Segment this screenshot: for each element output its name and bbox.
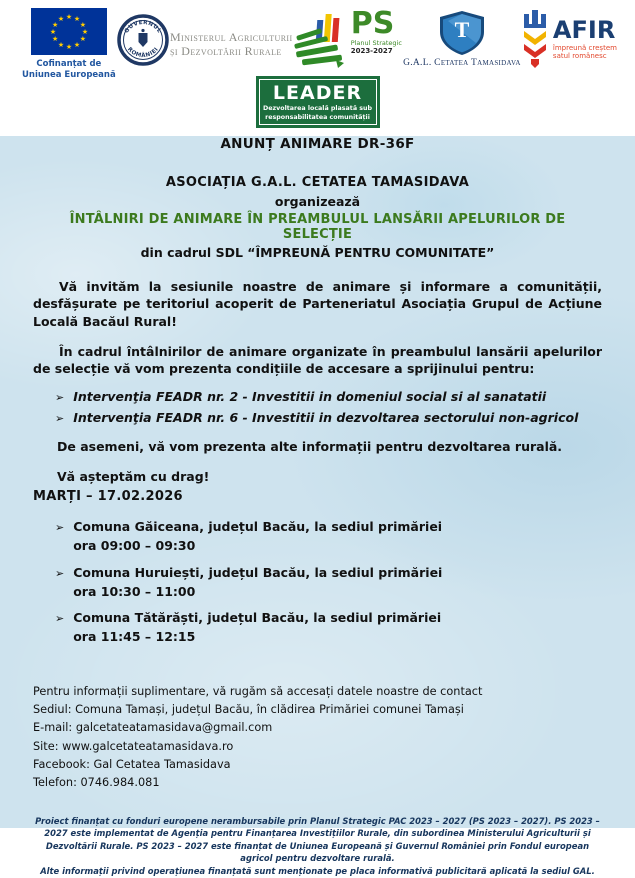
arrow-bullet-icon: ➢ bbox=[55, 412, 65, 426]
eu-caption-line2: Uniunea Europeană bbox=[22, 69, 116, 80]
svg-text:★: ★ bbox=[73, 41, 80, 49]
intervention-text: Intervenţia FEADR nr. 2 - Investitii in domeniul social si al sanatatii bbox=[73, 389, 547, 405]
svg-text:★: ★ bbox=[79, 21, 86, 29]
government-seal-logo bbox=[117, 14, 169, 66]
svg-text:★: ★ bbox=[79, 35, 86, 43]
afir-tagline: împreună creștem satul românesc bbox=[552, 43, 617, 60]
funding-disclaimer bbox=[33, 815, 602, 878]
svg-text:★: ★ bbox=[73, 15, 80, 23]
eu-caption-line1: Cofinanțat de bbox=[36, 59, 102, 69]
organization-name: ASOCIAȚIA G.A.L. CETATEA TAMASIDAVA bbox=[165, 175, 470, 190]
ps-logo bbox=[294, 6, 402, 68]
ministry-line1: Ministerul Agriculturii bbox=[169, 30, 293, 44]
gal-logo bbox=[403, 10, 521, 68]
svg-text:★: ★ bbox=[57, 41, 64, 49]
svg-text:T: T bbox=[454, 17, 470, 42]
eu-caption bbox=[22, 59, 116, 80]
government-seal-icon bbox=[117, 14, 169, 66]
schedule-time: ora 09:00 – 09:30 bbox=[73, 538, 196, 553]
contact-site: Site: www.galcetateatamasidava.ro bbox=[33, 739, 234, 753]
svg-text:ROMÂNIEI: ROMÂNIEI bbox=[125, 46, 160, 60]
organizes-label: organizează bbox=[274, 194, 361, 209]
date-heading: MARȚI – 17.02.2026 bbox=[33, 489, 183, 505]
schedule-item bbox=[33, 518, 602, 556]
afir-wheat-icon bbox=[522, 10, 548, 68]
svg-text:★: ★ bbox=[81, 28, 88, 36]
contact-block bbox=[33, 683, 602, 793]
schedule-item bbox=[33, 609, 602, 647]
ps-leaf-icon bbox=[294, 10, 346, 68]
afir-abbr: AFIR bbox=[552, 15, 616, 44]
svg-text:★: ★ bbox=[57, 15, 64, 23]
extra-info-paragraph: De asemeni, vă vom prezenta alte informații pentru dezvoltarea rurală. bbox=[57, 439, 563, 455]
page-title: ANUNȚ ANIMARE DR-36F bbox=[220, 136, 415, 152]
eu-flag-icon bbox=[31, 8, 107, 55]
arrow-bullet-icon: ➢ bbox=[55, 612, 65, 626]
schedule-location: Comuna Găiceana, județul Bacău, la sediul primăriei bbox=[73, 519, 443, 535]
svg-text:★: ★ bbox=[65, 13, 72, 21]
partner-logos-bar bbox=[0, 0, 635, 80]
ministry-label bbox=[170, 30, 293, 59]
ps-subtitle: Planul Strategic bbox=[350, 39, 402, 47]
afir-text bbox=[552, 15, 617, 61]
welcome-paragraph: Vă așteptăm cu drag! bbox=[57, 469, 210, 485]
contact-phone: Telefon: 0746.984.081 bbox=[33, 776, 160, 790]
contact-facebook: Facebook: Gal Cetatea Tamasidava bbox=[33, 757, 231, 771]
arrow-bullet-icon: ➢ bbox=[55, 391, 65, 405]
schedule-item bbox=[33, 564, 602, 602]
headline-green: ÎNTÂLNIRI DE ANIMARE ÎN PREAMBULUL LANSĂRII APELURILOR DE SELECȚIE bbox=[69, 212, 566, 242]
eu-logo bbox=[22, 8, 116, 80]
intervention-text: Intervenţia FEADR nr. 6 - Investitii in dezvoltarea sectorului non-agricol bbox=[73, 410, 579, 426]
svg-text:GUVERNUL: GUVERNUL bbox=[123, 19, 163, 35]
schedule-location: Comuna Huruiești, județul Bacău, la sediul primăriei bbox=[73, 564, 443, 580]
contact-email: E-mail: galcetateatamasidava@gmail.com bbox=[33, 721, 273, 735]
disclaimer-line2: Alte informații privind operațiunea finanțată sunt menționate pe placa informativă publicitară aplicată la sediul GAL. bbox=[40, 865, 595, 876]
schedule-time: ora 11:45 – 12:15 bbox=[73, 629, 196, 644]
disclaimer-line1: Proiect finanțat cu fonduri europene nerambursabile prin Planul Strategic PAC 2023 – 2027 (PS 2023 – 2027). PS 2023 – 2027 este implementat de Agenția pentru Finanțarea Investițiilor Rurale, din subordinea Ministerului Agriculturii și Dezvoltării Rurale. PS 2023 – 2027 este finanțat de Uniunea Europeană și Guvernul României prin Fondul european agricol pentru dezvoltare rurală. bbox=[35, 815, 600, 864]
leader-logo bbox=[256, 76, 380, 128]
svg-text:★: ★ bbox=[49, 28, 56, 36]
arrow-bullet-icon: ➢ bbox=[55, 521, 65, 535]
svg-text:★: ★ bbox=[51, 35, 59, 43]
schedule-location: Comuna Tătărăști, județul Bacău, la sediul primăriei bbox=[73, 610, 442, 626]
arrow-bullet-icon: ➢ bbox=[55, 566, 65, 580]
gal-caption: G.A.L. Cetatea Tamasidava bbox=[403, 58, 521, 68]
contact-intro: Pentru informații suplimentare, vă rugăm să accesați datele noastre de contact bbox=[33, 684, 483, 698]
afir-logo bbox=[522, 10, 617, 68]
headline-sub: din cadrul SDL “ÎMPREUNĂ PENTRU COMUNITATE” bbox=[140, 245, 495, 260]
leader-subtitle: Dezvoltarea locală plasată sub responsabilitatea comunității bbox=[263, 105, 372, 121]
ps-text bbox=[350, 6, 402, 55]
intro-paragraph: Vă invităm la sesiunile noastre de animare și informare a comunității, desfășurate pe teritoriul acoperit de Parteneriatul Asociația Grupul de Acțiune Locală Bacăul Rural! bbox=[33, 279, 602, 329]
list-item bbox=[33, 389, 602, 404]
poster-body bbox=[0, 136, 635, 876]
svg-text:★: ★ bbox=[51, 21, 59, 29]
list-item bbox=[33, 410, 602, 425]
gal-shield-icon bbox=[437, 10, 487, 56]
ministry-line2: și Dezvoltării Rurale bbox=[169, 44, 282, 59]
context-paragraph: În cadrul întâlnirilor de animare organizate în preambulul lansării apelurilor de selecție vă vom prezenta condițiile de accesare a sprijinului pentru: bbox=[33, 343, 602, 376]
schedule-list bbox=[33, 518, 602, 647]
ps-abbr: PS bbox=[350, 6, 395, 41]
interventions-list bbox=[33, 389, 602, 425]
contact-address: Sediul: Comuna Tamași, județul Bacău, în clădirea Primăriei comunei Tamași bbox=[33, 703, 464, 717]
svg-text:★: ★ bbox=[65, 43, 72, 51]
leader-row bbox=[0, 76, 635, 128]
leader-title: LEADER bbox=[272, 82, 363, 104]
ps-years: 2023-2027 bbox=[350, 46, 393, 55]
schedule-time: ora 10:30 – 11:00 bbox=[73, 583, 196, 599]
